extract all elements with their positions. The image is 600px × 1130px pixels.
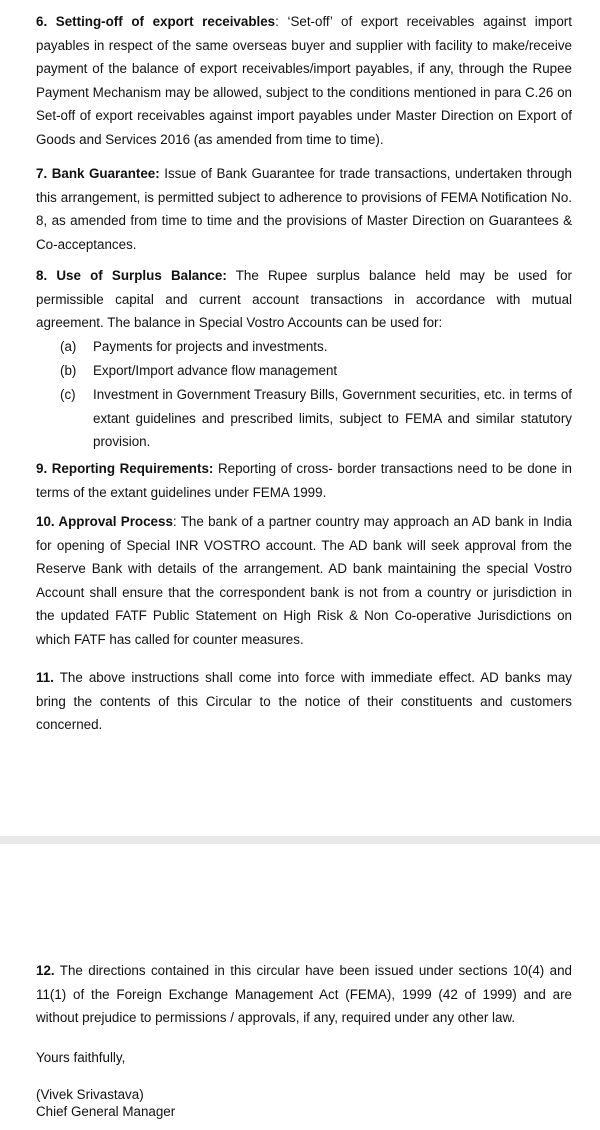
list-text-a: Payments for projects and investments. (93, 339, 328, 354)
paragraph-8-text: The Rupee surplus balance held may be used for permissible capital and current account transactions in accordance with mutual agreement. The balance in Special Vostro Accounts can be used for: (36, 268, 572, 331)
paragraph-9-reporting-requirements (36, 457, 572, 504)
paragraph-8-surplus-balance (36, 264, 572, 335)
signatory-title: Chief General Manager (36, 1104, 176, 1119)
paragraph-12-text: The directions contained in this circular have been issued under sections 10(4) and 11(1) of the Foreign Exchange Management Act (FEMA), 1999 (42 of 1999) and are without prejudice to permissions / approvals, if any, required under any other law. (36, 963, 572, 1026)
list-item-c (60, 383, 572, 454)
paragraph-9-text: Reporting of cross- border transactions need to be done in terms of the extant guidelines under FEMA 1999. (36, 461, 572, 500)
paragraph-10-heading: 10. Approval Process (36, 514, 173, 529)
paragraph-11-text: The above instructions shall come into force with immediate effect. AD banks may bring the contents of this Circular to the notice of their constituents and customers concerned. (36, 670, 572, 733)
list-marker-a: (a) (60, 339, 77, 354)
paragraph-11-heading: 11. (36, 670, 54, 685)
paragraph-7-heading: 7. Bank Guarantee: (36, 166, 160, 181)
signatory-name: (Vivek Srivastava) (36, 1087, 144, 1102)
paragraph-6-text: : ‘Set-off’ of export receivables against import payables in respect of the same overseas buyer and supplier with facility to make/receive payment of the balance of export receivables/import payables, if any, through the Rupee Payment Mechanism may be allowed, subject to the conditions mentioned in para C.26 on Set-off of export receivables against import payables under Master Direction on Export of Goods and Services 2016 (as amended from time to time). (36, 14, 572, 147)
page-separator (0, 836, 600, 844)
paragraph-12-heading: 12. (36, 963, 55, 978)
list-marker-c: (c) (60, 387, 76, 402)
paragraph-11-instructions-effect (36, 666, 572, 737)
list-item-a (60, 335, 572, 359)
paragraph-10-approval-process (36, 510, 572, 652)
paragraph-9-heading: 9. Reporting Requirements: (36, 461, 214, 476)
list-marker-b: (b) (60, 363, 77, 378)
list-text-b: Export/Import advance flow management (93, 363, 338, 378)
paragraph-12-legal-directions (36, 959, 572, 1030)
paragraph-6-heading: 6. Setting-off of export receivables (36, 14, 276, 29)
paragraph-7-text: Issue of Bank Guarantee for trade transactions, undertaken through this arrangement, is permitted subject to adherence to provisions of FEMA Notification No. 8, as amended from time to time and the provisions of Master Direction on Guarantees & Co-acceptances. (36, 166, 572, 252)
list-text-c: Investment in Government Treasury Bills, Government securities, etc. in terms of extant guidelines and prescribed limits, subject to FEMA and similar statutory provision. (93, 387, 572, 450)
paragraph-8-heading: 8. Use of Surplus Balance: (36, 268, 227, 283)
paragraph-7-bank-guarantee (36, 162, 572, 256)
document-page-2 (0, 844, 600, 1130)
closing-salutation: Yours faithfully, (36, 1050, 126, 1065)
paragraph-6-set-off-export-receivables (36, 10, 572, 152)
list-item-b (60, 359, 572, 383)
paragraph-10-text: : The bank of a partner country may approach an AD bank in India for opening of Special INR VOSTRO account. The AD bank will seek approval from the Reserve Bank with details of the arrangement. AD bank maintaining the special Vostro Account shall ensure that the correspondent bank is not from a country or jurisdiction in the updated FATF Public Statement on High Risk & Non Co-operative Jurisdictions on which FATF has called for counter measures. (36, 514, 572, 647)
